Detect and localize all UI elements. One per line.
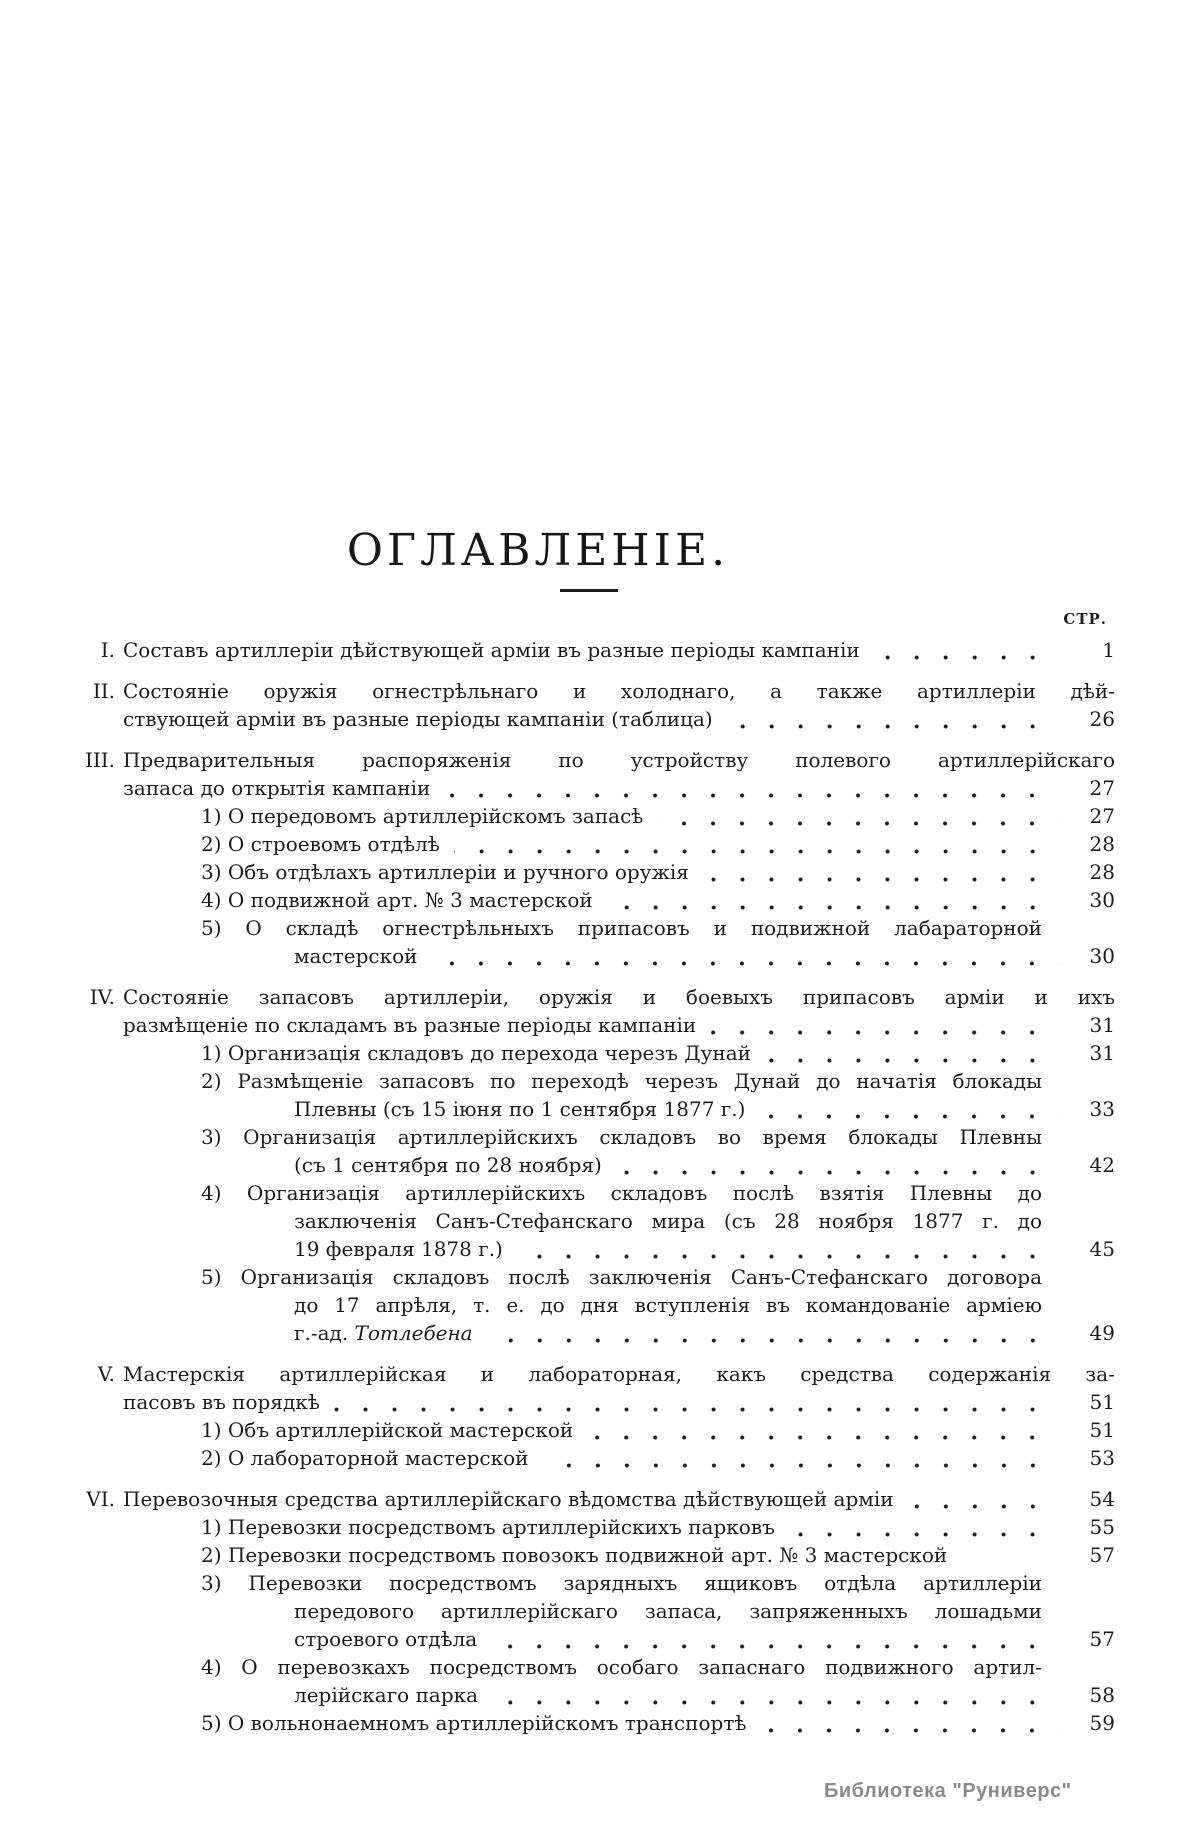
entry-text: 1) Перевозки посредствомъ артиллерійскихъ парковъ	[201, 1515, 775, 1539]
dot-leader	[487, 1338, 1059, 1343]
entry-text: 4) О перевозкахъ посредствомъ особаго запаснаго подвижного артил-	[201, 1655, 1042, 1679]
entry-text: 19 февраля 1878 г.)	[294, 1237, 503, 1261]
entry-text: Мастерскія артиллерійская и лабораторная, какъ средства содержанія за-	[123, 1362, 1115, 1386]
entry-numeral: III.	[84, 748, 115, 772]
dot-leader	[789, 1532, 1059, 1537]
toc-row	[0, 983, 1181, 1011]
toc-row	[0, 1207, 1181, 1235]
toc-row	[0, 1444, 1181, 1472]
entry-text: 3) Организація артиллерійскихъ складовъ во время блокады Плевны	[201, 1125, 1042, 1149]
entry-text: Состояніе оружія огнестрѣльнаго и холоднаго, а также артиллеріи дѣй-	[123, 679, 1115, 703]
dot-leader	[616, 1170, 1059, 1175]
page-number: 27	[1089, 776, 1115, 800]
toc-row	[0, 1291, 1181, 1319]
toc-row	[0, 705, 1181, 733]
entry-text: Перевозочныя средства артиллерійскаго вѣдомства дѣйствующей арміи	[123, 1487, 894, 1511]
dot-leader	[444, 793, 1059, 798]
toc-row	[0, 1179, 1181, 1207]
entry-text-part: г.-ад.	[294, 1321, 355, 1345]
dot-leader	[710, 1030, 1059, 1035]
page-column-header: СТР.	[1063, 610, 1107, 628]
entry-text: 5) Организація складовъ послѣ заключенія Санъ-Стефанскаго договора	[201, 1265, 1042, 1289]
toc-row	[0, 1653, 1181, 1681]
toc-row	[0, 746, 1181, 774]
entry-text: передового артиллерійскаго запаса, запряженныхъ лошадьми	[294, 1599, 1042, 1623]
dot-leader	[491, 1644, 1059, 1649]
toc-row	[0, 1597, 1181, 1625]
dot-leader	[908, 1504, 1059, 1509]
toc-row	[0, 886, 1181, 914]
dot-leader	[517, 1254, 1059, 1259]
page-number: 1	[1102, 638, 1115, 662]
entry-text: 2) О лабораторной мастерской	[201, 1446, 529, 1470]
dot-leader	[454, 849, 1059, 854]
entry-text: запаса до открытія кампаніи	[123, 776, 431, 800]
page-number: 57	[1089, 1627, 1115, 1651]
entry-text: 5) О складѣ огнестрѣльныхъ припасовъ и подвижной лабараторной	[201, 916, 1042, 940]
entry-text: 3) Объ отдѣлахъ артиллеріи и ручного оружія	[201, 860, 689, 884]
page-number: 26	[1089, 707, 1115, 731]
toc-row	[0, 942, 1181, 970]
entry-numeral: IV.	[89, 985, 115, 1009]
toc-row	[0, 1625, 1181, 1653]
dot-leader	[657, 821, 1059, 826]
entry-text: (съ 1 сентября по 28 ноября)	[294, 1153, 602, 1177]
entry-numeral: V.	[97, 1362, 115, 1386]
page-number: 30	[1089, 888, 1115, 912]
page-number: 53	[1089, 1446, 1115, 1470]
dot-leader	[765, 1058, 1059, 1063]
entry-text: 2) Размѣщеніе запасовъ по переходѣ черезъ Дунай до начатія блокады	[201, 1069, 1042, 1093]
entry-text: размѣщеніе по складамъ въ разные періоды кампаніи	[123, 1013, 697, 1037]
entry-text: 5) О вольнонаемномъ артиллерійскомъ транспортѣ	[201, 1711, 747, 1735]
page-number: 51	[1089, 1418, 1115, 1442]
dot-leader	[334, 1407, 1059, 1412]
page-number: 31	[1089, 1041, 1115, 1065]
entry-text: 4) Организація артиллерійскихъ складовъ послѣ взятія Плевны до	[201, 1181, 1042, 1205]
entry-text: 4) О подвижной арт. № 3 мастерской	[201, 888, 593, 912]
entry-text: ствующей арміи въ разные періоды кампаніи (таблица)	[123, 707, 713, 731]
entry-text: пасовъ въ порядкѣ	[123, 1390, 320, 1414]
page-number: 59	[1089, 1711, 1115, 1735]
dot-leader	[543, 1463, 1060, 1468]
toc-row	[0, 1151, 1181, 1179]
page-number: 28	[1089, 860, 1115, 884]
dot-leader	[760, 1728, 1059, 1733]
toc-row	[0, 1235, 1181, 1263]
toc-row	[0, 1513, 1181, 1541]
toc-row	[0, 1263, 1181, 1291]
page-number: 49	[1089, 1321, 1115, 1345]
dot-leader	[874, 655, 1059, 660]
toc-row	[0, 1709, 1181, 1737]
page-number: 42	[1089, 1153, 1115, 1177]
toc-row	[0, 636, 1181, 664]
dot-leader	[492, 1700, 1059, 1705]
page-number: 54	[1089, 1487, 1115, 1511]
toc-row	[0, 1039, 1181, 1067]
entry-text: 1) О передовомъ артиллерійскомъ запасѣ	[201, 804, 644, 828]
toc-row	[0, 1095, 1181, 1123]
page-number: 27	[1089, 804, 1115, 828]
toc-row	[0, 1416, 1181, 1444]
dot-leader	[759, 1114, 1059, 1119]
entry-text: до 17 апрѣля, т. е. до дня вступленія въ командованіе арміею	[294, 1293, 1042, 1317]
dot-leader	[587, 1435, 1059, 1440]
toc-row	[0, 1123, 1181, 1151]
toc-row	[0, 1319, 1181, 1347]
entry-text: Составъ артиллеріи дѣйствующей арміи въ разные періоды кампаніи	[123, 638, 860, 662]
entry-text: 2) О строевомъ отдѣлѣ	[201, 832, 440, 856]
leader-spacer	[961, 1560, 1059, 1565]
dot-leader	[727, 724, 1059, 729]
toc-row	[0, 1360, 1181, 1388]
toc-row	[0, 830, 1181, 858]
page-number: 58	[1089, 1683, 1115, 1707]
toc-row	[0, 802, 1181, 830]
toc-row	[0, 774, 1181, 802]
page-number: 30	[1089, 944, 1115, 968]
toc-row	[0, 1541, 1181, 1569]
toc-row	[0, 1681, 1181, 1709]
entry-text: 2) Перевозки посредствомъ повозокъ подвижной арт. № 3 мастерской	[201, 1543, 948, 1567]
entry-text: Предварительныя распоряженія по устройству полевого артиллерійскаго	[123, 748, 1115, 772]
page-number: 57	[1089, 1543, 1115, 1567]
entry-text: 3) Перевозки посредствомъ зарядныхъ ящиковъ отдѣла артиллеріи	[201, 1571, 1042, 1595]
entry-text: Состояніе запасовъ артиллеріи, оружія и боевыхъ припасовъ арміи и ихъ	[123, 985, 1115, 1009]
entry-text: заключенія Санъ-Стефанскаго мира (съ 28 ноября 1877 г. до	[294, 1209, 1042, 1233]
entry-text: 1) Объ артиллерійской мастерской	[201, 1418, 574, 1442]
entry-text-italic: Тотлебена	[354, 1321, 473, 1345]
entry-text	[294, 1319, 473, 1347]
page-number: 51	[1089, 1390, 1115, 1414]
page-number: 28	[1089, 832, 1115, 856]
entry-text: строевого отдѣла	[294, 1627, 478, 1651]
toc-row	[0, 677, 1181, 705]
entry-text: мастерской	[294, 944, 418, 968]
dot-leader	[703, 877, 1059, 882]
dot-leader	[431, 961, 1059, 966]
dot-leader	[607, 905, 1059, 910]
page-number: 31	[1089, 1013, 1115, 1037]
toc-row	[0, 1388, 1181, 1416]
page-number: 55	[1089, 1515, 1115, 1539]
title-divider	[560, 589, 618, 592]
toc-row	[0, 914, 1181, 942]
page-number: 45	[1089, 1237, 1115, 1261]
entry-text: 1) Организація складовъ до перехода черезъ Дунай	[201, 1041, 751, 1065]
toc-row	[0, 1067, 1181, 1095]
page-title: ОГЛАВЛЕНІЕ.	[346, 525, 730, 577]
entry-numeral: I.	[100, 638, 115, 662]
toc-row	[0, 858, 1181, 886]
toc-row	[0, 1011, 1181, 1039]
entry-numeral: VI.	[86, 1487, 115, 1511]
entry-text: лерійскаго парка	[294, 1683, 479, 1707]
page-number: 33	[1089, 1097, 1115, 1121]
toc-list	[0, 623, 1181, 1737]
library-watermark: Библиотека "Руниверс"	[824, 1780, 1072, 1802]
toc-row	[0, 1569, 1181, 1597]
entry-text: Плевны (съ 15 іюня по 1 сентября 1877 г.)	[294, 1097, 746, 1121]
entry-numeral: II.	[92, 679, 115, 703]
toc-row	[0, 1485, 1181, 1513]
